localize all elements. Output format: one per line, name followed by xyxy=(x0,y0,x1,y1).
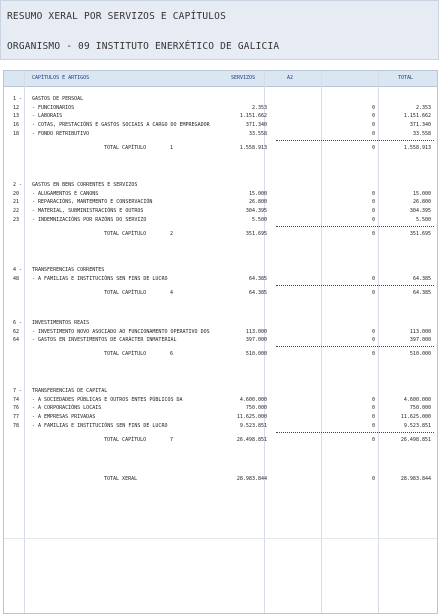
total-value: 1.558.913 xyxy=(403,144,431,151)
a2-value: 750.000 xyxy=(245,405,267,412)
table-row xyxy=(4,396,437,405)
services-value: 0 xyxy=(371,130,375,137)
services-value: 0 xyxy=(371,476,375,482)
report-title: RESUMO XERAL POR SERVIZOS E CAPÍTULOS xyxy=(7,11,227,22)
chapter-total-label: TOTAL CAPÍTULO xyxy=(104,144,147,151)
chapter-total-number: 6 xyxy=(170,351,174,358)
a2-value: 4.600.000 xyxy=(239,396,267,403)
chapter-total-row xyxy=(4,144,437,153)
total-value: 28.983.844 xyxy=(400,476,431,482)
a2-value: 11.625.000 xyxy=(236,414,267,421)
chapter-total-row xyxy=(4,289,437,298)
article-code: 64 xyxy=(13,337,20,344)
services-value: 0 xyxy=(371,113,375,120)
chapter-total-label: TOTAL CAPÍTULO xyxy=(104,436,147,443)
article-label: - LABORAIS xyxy=(32,113,63,120)
article-label: - A FAMILIAS E INSTITUCIÓNS SEN FINS DE LUCRO xyxy=(32,422,168,429)
chapter-total-label: TOTAL CAPÍTULO xyxy=(104,230,147,237)
chapter-total-row xyxy=(4,350,437,359)
chapter-code: 6 - xyxy=(13,320,23,326)
article-label: - FONDO RETRIBUTIVO xyxy=(32,130,90,137)
article-label: - ALUGAMENTOS E CANONS xyxy=(32,190,99,197)
article-code: 21 xyxy=(13,199,20,206)
table-row xyxy=(4,336,437,345)
article-code: 12 xyxy=(13,104,20,111)
total-value: 351.695 xyxy=(409,230,431,237)
table-row xyxy=(4,207,437,216)
subtotal-rule xyxy=(276,346,434,347)
total-value: 510.000 xyxy=(409,351,431,358)
article-code: 74 xyxy=(13,396,20,403)
services-value: 0 xyxy=(371,275,375,282)
budget-table xyxy=(3,70,438,614)
section-heading-row xyxy=(4,95,437,104)
chapter-title: TRANSFERENCIAS DE CAPITAL xyxy=(32,388,108,394)
article-code: 77 xyxy=(13,414,20,421)
section-heading-row xyxy=(4,387,437,396)
total-value: 750.000 xyxy=(409,405,431,412)
chapter-total-label: TOTAL CAPÍTULO xyxy=(104,289,147,296)
table-row xyxy=(4,216,437,225)
report-header xyxy=(0,0,439,60)
chapter-code: 1 - xyxy=(13,96,23,102)
chapter-total-row xyxy=(4,230,437,239)
services-value: 0 xyxy=(371,414,375,421)
grand-total-label: TOTAL XERAL xyxy=(104,476,138,482)
organism-title: ORGANISMO - 09 INSTITUTO ENERXÉTICO DE GALICIA xyxy=(7,41,280,52)
a2-value: 371.340 xyxy=(245,122,267,129)
chapter-title: TRANSFERENCIAS CORRENTES xyxy=(32,267,105,273)
total-value: 9.523.851 xyxy=(403,422,431,429)
section-heading-row xyxy=(4,181,437,190)
table-row xyxy=(4,328,437,337)
article-code: 20 xyxy=(13,190,20,197)
grand-total-row xyxy=(4,475,437,484)
subtotal-rule xyxy=(276,285,434,286)
total-value: 5.500 xyxy=(415,216,431,223)
chapter-title: INVESTIMENTOS REAIS xyxy=(32,320,90,326)
subtotal-rule xyxy=(276,140,434,141)
table-row xyxy=(4,275,437,284)
a2-value: 64.385 xyxy=(248,275,267,282)
col-a2: A2 xyxy=(287,75,294,81)
total-value: 397.000 xyxy=(409,337,431,344)
services-value: 0 xyxy=(371,216,375,223)
article-code: 13 xyxy=(13,113,20,120)
table-row xyxy=(4,104,437,113)
a2-value: 33.558 xyxy=(248,130,267,137)
table-row xyxy=(4,413,437,422)
table-header xyxy=(4,71,437,87)
article-label: - REPARACIÓNS, MANTEMENTO E CONSERVACIÓN xyxy=(32,199,153,206)
chapter-total-number: 1 xyxy=(170,144,174,151)
article-label: - MATERIAL, SUBMINISTRACIÓNS E OUTROS xyxy=(32,208,144,215)
article-code: 48 xyxy=(13,275,20,282)
chapter-total-row xyxy=(4,436,437,445)
total-value: 26.498.851 xyxy=(400,436,431,443)
chapter-total-number: 2 xyxy=(170,230,174,237)
table-row xyxy=(4,112,437,121)
total-value: 1.151.662 xyxy=(403,113,431,120)
chapter-title: GASTOS DE PERSOAL xyxy=(32,96,84,102)
total-value: 4.600.000 xyxy=(403,396,431,403)
a2-value: 1.151.662 xyxy=(239,113,267,120)
subtotal-rule xyxy=(276,226,434,227)
services-value: 0 xyxy=(371,422,375,429)
total-value: 64.385 xyxy=(412,289,431,296)
table-footer-rule xyxy=(4,538,437,539)
total-value: 371.340 xyxy=(409,122,431,129)
section-heading-row xyxy=(4,319,437,328)
chapter-code: 2 - xyxy=(13,182,23,188)
article-code: 22 xyxy=(13,208,20,215)
services-value: 0 xyxy=(371,436,375,443)
article-code: 16 xyxy=(13,122,20,129)
total-value: 2.353 xyxy=(415,104,431,111)
a2-value: 9.523.851 xyxy=(239,422,267,429)
article-code: 23 xyxy=(13,216,20,223)
col-total: TOTAL xyxy=(398,75,414,81)
services-value: 0 xyxy=(371,199,375,206)
services-value: 0 xyxy=(371,289,375,296)
article-label: - A SOCIEDADES PÚBLICAS E OUTROS ENTES PÚBLICOS DA xyxy=(32,396,183,403)
chapter-total-number: 7 xyxy=(170,436,174,443)
chapter-total-number: 4 xyxy=(170,289,174,296)
a2-value: 15.000 xyxy=(248,190,267,197)
article-label: - INVESTIMENTO NOVO ASOCIADO AO FUNCIONAMENTO OPERATIVO DOS xyxy=(32,328,210,335)
total-value: 33.558 xyxy=(412,130,431,137)
total-value: 304.395 xyxy=(409,208,431,215)
a2-value: 397.000 xyxy=(245,337,267,344)
services-value: 0 xyxy=(371,190,375,197)
services-value: 0 xyxy=(371,405,375,412)
table-row xyxy=(4,422,437,431)
a2-value: 510.000 xyxy=(245,351,267,358)
table-row xyxy=(4,404,437,413)
table-row xyxy=(4,190,437,199)
total-value: 113.000 xyxy=(409,328,431,335)
total-value: 15.000 xyxy=(412,190,431,197)
chapter-code: 7 - xyxy=(13,388,23,394)
services-value: 0 xyxy=(371,208,375,215)
a2-value: 1.558.913 xyxy=(239,144,267,151)
a2-value: 28.983.844 xyxy=(236,476,267,482)
total-value: 26.800 xyxy=(412,199,431,206)
a2-value: 304.395 xyxy=(245,208,267,215)
services-value: 0 xyxy=(371,104,375,111)
a2-value: 26.498.851 xyxy=(236,436,267,443)
article-label: - FUNCIONARIOS xyxy=(32,104,75,111)
services-value: 0 xyxy=(371,337,375,344)
a2-value: 351.695 xyxy=(245,230,267,237)
col-chapters: CAPÍTULOS E ARTIGOS xyxy=(32,75,90,81)
article-label: - A FAMILIAS E INSTITUCIÓNS SEN FINS DE LUCRO xyxy=(32,275,168,282)
chapter-code: 4 - xyxy=(13,267,23,273)
total-value: 11.625.000 xyxy=(400,414,431,421)
total-value: 64.385 xyxy=(412,275,431,282)
table-row xyxy=(4,121,437,130)
a2-value: 113.000 xyxy=(245,328,267,335)
article-code: 76 xyxy=(13,405,20,412)
a2-value: 64.385 xyxy=(248,289,267,296)
article-label: - A CORPORACIÓNS LOCAIS xyxy=(32,405,102,412)
section-heading-row xyxy=(4,266,437,275)
article-code: 18 xyxy=(13,130,20,137)
chapter-title: GASTOS EN BENS CORRENTES E SERVIZOS xyxy=(32,182,138,188)
services-value: 0 xyxy=(371,396,375,403)
table-row xyxy=(4,198,437,207)
services-value: 0 xyxy=(371,351,375,358)
a2-value: 26.800 xyxy=(248,199,267,206)
a2-value: 2.353 xyxy=(251,104,267,111)
subtotal-rule xyxy=(276,432,434,433)
a2-value: 5.500 xyxy=(251,216,267,223)
services-value: 0 xyxy=(371,122,375,129)
services-value: 0 xyxy=(371,230,375,237)
chapter-total-label: TOTAL CAPÍTULO xyxy=(104,351,147,358)
article-code: 78 xyxy=(13,422,20,429)
table-row xyxy=(4,130,437,139)
article-label: - A EMPRESAS PRIVADAS xyxy=(32,414,96,421)
services-value: 0 xyxy=(371,144,375,151)
article-label: - GASTOS EN INVESTIMENTOS DE CARÁCTER INMATERIAL xyxy=(32,337,177,344)
article-label: - COTAS, PRESTACIÓNS E GASTOS SOCIAIS A CARGO DO EMPREGADOR xyxy=(32,122,210,129)
services-value: 0 xyxy=(371,328,375,335)
article-code: 62 xyxy=(13,328,20,335)
article-label: - INDEMNIZACIÓNS POR RAZÓNS DO SERVIZO xyxy=(32,216,147,223)
col-services: SERVIZOS xyxy=(231,75,256,81)
